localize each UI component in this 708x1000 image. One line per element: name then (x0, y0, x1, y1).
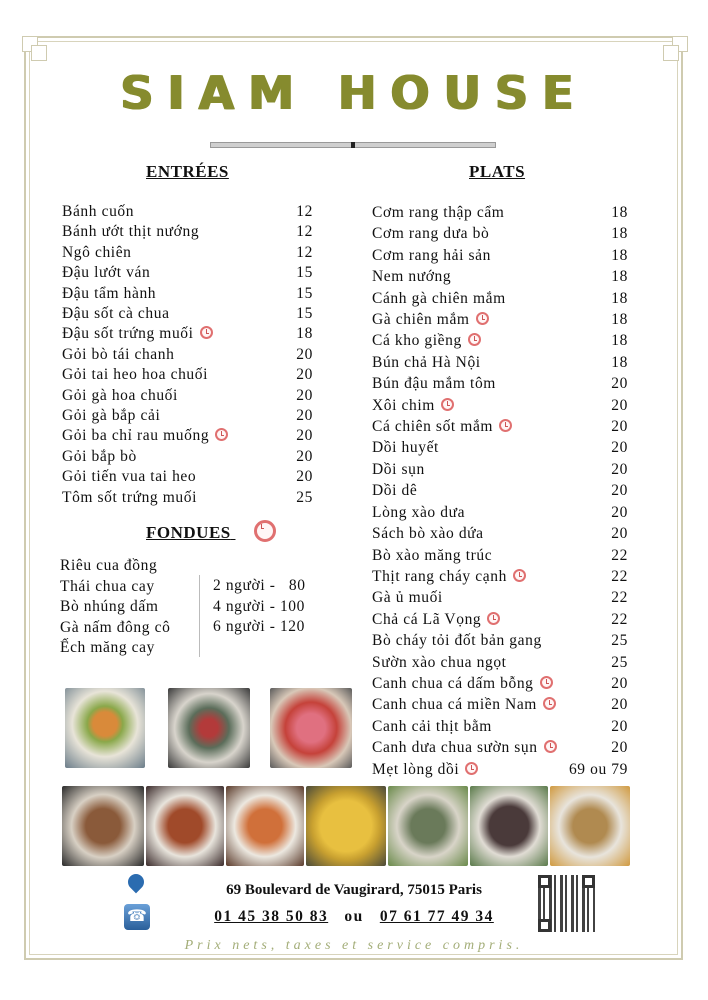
menu-item-name: Nem nướng (372, 268, 452, 286)
menu-item (62, 324, 313, 344)
menu-item-price: 25 (611, 632, 628, 650)
menu-item-name: Đậu lướt ván (62, 264, 151, 282)
menu-item (372, 694, 628, 715)
menu-item (372, 245, 628, 266)
menu-item-price: 20 (611, 418, 628, 436)
menu-item-name: Gà chiên mắm (372, 311, 470, 329)
menu-item-name: Dồi huyết (372, 439, 439, 457)
menu-item-name: Gỏi bò tái chanh (62, 345, 175, 363)
menu-item-name: Dồi sụn (372, 460, 425, 478)
fondue-price: 2 người - 80 (213, 577, 306, 594)
menu-item (62, 304, 313, 324)
address: 69 Boulevard de Vaugirard, 75015 Paris (226, 882, 482, 898)
menu-item (372, 716, 628, 737)
menu-item (372, 545, 628, 566)
menu-item (372, 330, 628, 351)
price-note: Prix nets, taxes et service compris. (184, 938, 524, 953)
fondue-price: 6 người - 120 (213, 618, 305, 635)
menu-item (62, 202, 313, 222)
phone-separator: ou (344, 908, 364, 925)
menu-item (372, 459, 628, 480)
menu-item-price: 15 (296, 284, 313, 302)
menu-item (62, 345, 313, 365)
menu-item-name: Tôm sốt trứng muối (62, 488, 198, 506)
menu-item-price: 22 (611, 567, 628, 585)
alarm-clock-icon (487, 612, 500, 625)
menu-item-price: 20 (611, 739, 628, 757)
alarm-clock-icon (513, 569, 526, 582)
dish-photo (470, 786, 548, 866)
menu-item-price: 20 (296, 345, 313, 363)
menu-item (62, 263, 313, 283)
menu-item (372, 416, 628, 437)
menu-item (372, 480, 628, 501)
title-divider (210, 142, 496, 148)
menu-item-name: Gỏi tiến vua tai heo (62, 468, 197, 486)
menu-item-price: 12 (296, 223, 313, 241)
menu-item-name: Gỏi tai heo hoa chuối (62, 366, 209, 384)
menu-item-name: Canh chua cá dấm bỗng (372, 674, 534, 692)
menu-item (372, 566, 628, 587)
entrees-list (62, 202, 313, 508)
menu-item-name: Dồi dê (372, 482, 418, 500)
menu-item-price: 20 (611, 439, 628, 457)
menu-item-price: 20 (611, 460, 628, 478)
menu-item-name: Thịt rang cháy cạnh (372, 567, 507, 585)
menu-item-price: 20 (296, 447, 313, 465)
menu-item-name: Ngô chiên (62, 243, 132, 261)
phone-number-2[interactable]: 07 61 77 49 34 (379, 908, 494, 925)
menu-item (372, 759, 628, 780)
menu-item (372, 309, 628, 330)
dish-photo (146, 786, 224, 866)
menu-item-price: 20 (611, 696, 628, 714)
phone-icon: ☎ (124, 904, 150, 930)
menu-item (62, 222, 313, 242)
menu-item (62, 284, 313, 304)
alarm-clock-icon (465, 762, 478, 775)
menu-item-name: Cá kho giềng (372, 332, 462, 350)
alarm-clock-icon (441, 398, 454, 411)
menu-item-price: 20 (611, 674, 628, 692)
fondue-item: Gà nấm đông cô (60, 618, 171, 636)
fondue-item: Bò nhúng dấm (60, 598, 159, 615)
menu-item-price: 20 (296, 366, 313, 384)
menu-item (62, 467, 313, 487)
menu-item-name: Xôi chim (372, 396, 435, 414)
menu-item-price: 18 (296, 325, 313, 343)
menu-item-price: 18 (611, 246, 628, 264)
menu-item (372, 630, 628, 651)
menu-item-name: Mẹt lòng dồi (372, 760, 460, 778)
menu-item-name: Canh dưa chua sườn sụn (372, 739, 538, 757)
menu-item (372, 523, 628, 544)
menu-item (372, 609, 628, 630)
menu-item-price: 25 (296, 488, 313, 506)
menu-item-price: 15 (296, 264, 313, 282)
menu-item-name: Gỏi ba chỉ rau muống (62, 427, 210, 445)
corner-ornament (31, 45, 47, 61)
fondue-list (60, 556, 170, 659)
phone-line (0, 908, 708, 926)
menu-item (372, 223, 628, 244)
fondue-divider (199, 575, 200, 657)
menu-item-price: 25 (611, 653, 628, 671)
plats-list (372, 202, 628, 780)
menu-item (372, 266, 628, 287)
qr-code[interactable] (538, 875, 595, 932)
alarm-clock-icon (540, 676, 553, 689)
plats-heading: PLATS (469, 162, 526, 181)
menu-item-price: 12 (296, 243, 313, 261)
menu-item-price: 20 (296, 386, 313, 404)
fondue-item: Riêu cua đồng (60, 557, 158, 574)
menu-item (372, 652, 628, 673)
menu-item-price: 18 (611, 289, 628, 307)
menu-item (372, 352, 628, 373)
menu-item-name: Sườn xào chua ngọt (372, 653, 507, 671)
menu-item (62, 426, 313, 446)
dish-photo (168, 688, 250, 768)
menu-item-name: Gỏi gà hoa chuối (62, 386, 178, 404)
menu-item-price: 18 (611, 311, 628, 329)
alarm-clock-icon (200, 326, 213, 339)
menu-item-price: 20 (296, 407, 313, 425)
menu-item-name: Lòng xào dưa (372, 503, 466, 521)
menu-item (62, 406, 313, 426)
menu-item (372, 673, 628, 694)
fondue-price: 4 người - 100 (213, 597, 305, 615)
fondues-heading (146, 523, 249, 543)
restaurant-title: SIAM HOUSE (120, 66, 588, 120)
menu-item (62, 488, 313, 508)
dish-photo (270, 688, 352, 768)
menu-item-price: 18 (611, 353, 628, 371)
dish-photo (388, 786, 468, 866)
menu-item-price: 18 (611, 204, 628, 221)
menu-item-name: Sách bò xào dứa (372, 525, 484, 543)
alarm-clock-icon (215, 428, 228, 441)
menu-item-price: 20 (611, 717, 628, 735)
menu-item-name: Chả cá Lã Vọng (372, 610, 482, 628)
menu-item-name: Canh cải thịt bằm (372, 717, 492, 735)
menu-item-name: Đậu tẩm hành (62, 284, 157, 302)
menu-item-price: 18 (611, 332, 628, 350)
menu-item (372, 202, 628, 223)
dish-photo (550, 786, 630, 866)
dish-photo (65, 688, 145, 768)
menu-item-name: Canh chua cá miền Nam (372, 696, 537, 714)
fondue-prices (213, 576, 315, 638)
alarm-clock-icon (476, 312, 489, 325)
menu-item-name: Gỏi bắp bò (62, 447, 137, 465)
menu-item-name: Bánh cuốn (62, 203, 135, 220)
menu-item (372, 502, 628, 523)
menu-item-price: 69 ou 79 (568, 760, 628, 778)
menu-item-name: Bánh ướt thịt nướng (62, 223, 200, 241)
menu-item (372, 288, 628, 309)
menu-item (62, 243, 313, 263)
corner-ornament (663, 45, 679, 61)
menu-item-name: Bò xào măng trúc (372, 546, 493, 564)
menu-item (62, 386, 313, 406)
menu-item-name: Cánh gà chiên mắm (372, 289, 506, 307)
menu-item-price: 22 (611, 589, 628, 607)
menu-item-price: 20 (296, 427, 313, 445)
menu-item (372, 587, 628, 608)
menu-item-price: 20 (611, 503, 628, 521)
entrees-heading: ENTRÉES (146, 162, 229, 181)
alarm-clock-icon (544, 740, 557, 753)
menu-item-price: 20 (296, 468, 313, 486)
menu-item (372, 395, 628, 416)
alarm-clock-icon (468, 333, 481, 346)
dish-photo (306, 786, 386, 866)
menu-item-name: Gỏi gà bắp cải (62, 407, 161, 425)
menu-item-price: 22 (611, 546, 628, 564)
menu-item-name: Bò cháy tỏi đốt bản gang (372, 632, 542, 650)
dish-photo (226, 786, 304, 866)
menu-item (372, 437, 628, 458)
menu-item-price: 18 (611, 268, 628, 286)
menu-item-price: 20 (611, 525, 628, 543)
fondue-item: Ếch măng cay (60, 639, 155, 656)
menu-item-name: Đậu sốt trứng muối (62, 325, 194, 343)
menu-item-price: 20 (611, 482, 628, 500)
fondue-item: Thái chua cay (60, 577, 155, 595)
alarm-clock-icon (254, 520, 276, 542)
menu-item (62, 447, 313, 467)
menu-item-name: Bún chả Hà Nội (372, 353, 481, 371)
menu-item (62, 365, 313, 385)
alarm-clock-icon (543, 697, 556, 710)
dish-photo (62, 786, 144, 866)
menu-item-name: Cơm rang hải sản (372, 246, 491, 264)
menu-item-price: 12 (296, 203, 313, 220)
fondues-heading-text: FONDUES (146, 523, 231, 542)
menu-item-price: 20 (611, 396, 628, 414)
menu-item-name: Cơm rang dưa bò (372, 225, 490, 243)
menu-item-price: 22 (611, 610, 628, 628)
menu-item-name: Đậu sốt cà chua (62, 305, 170, 323)
menu-item-name: Gà ủ muối (372, 589, 443, 607)
menu-item-price: 15 (296, 305, 313, 323)
alarm-clock-icon (499, 419, 512, 432)
menu-item-name: Cá chiên sốt mắm (372, 418, 494, 436)
menu-item-name: Cơm rang thập cẩm (372, 204, 505, 221)
menu-item-price: 18 (611, 225, 628, 243)
menu-item (372, 373, 628, 394)
phone-number-1[interactable]: 01 45 38 50 83 (214, 908, 329, 925)
menu-item (372, 737, 628, 758)
menu-item-name: Bún đậu mắm tôm (372, 375, 496, 393)
menu-item-price: 20 (611, 375, 628, 393)
